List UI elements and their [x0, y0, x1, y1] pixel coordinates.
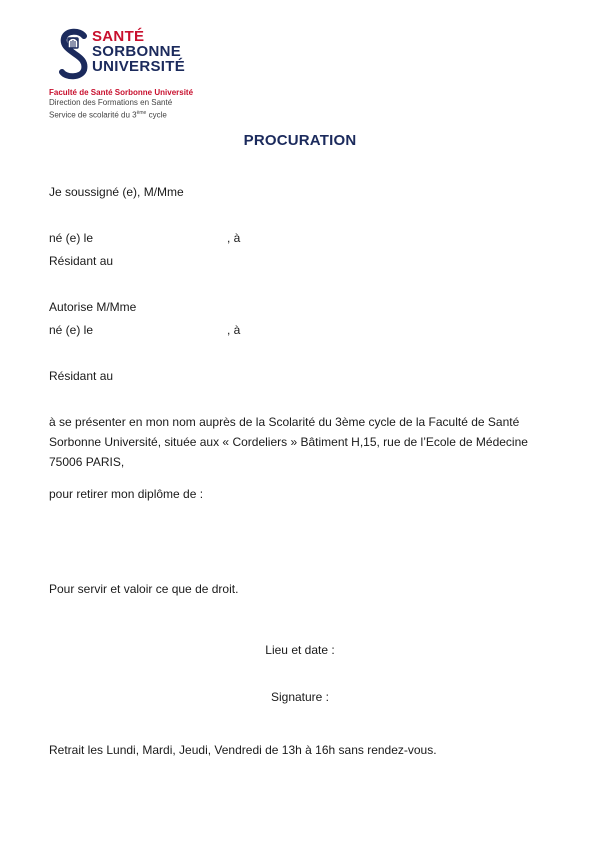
- birth-date-label-1: né (e) le: [49, 231, 94, 245]
- pickup-hours-line: Retrait les Lundi, Mardi, Jeudi, Vendredi de 13h à 16h sans rendez-vous.: [49, 743, 437, 757]
- logo-line-sante: SANTÉ: [92, 28, 145, 45]
- birth-place-label-2: , à: [227, 323, 241, 337]
- faculty-name: Faculté de Santé Sorbonne Université: [49, 88, 194, 97]
- service-name-sup: ème: [136, 110, 147, 116]
- soussigne-line: Je soussigné (e), M/Mme: [49, 185, 184, 199]
- organisation-block: [49, 88, 193, 121]
- residence-label-2: Résidant au: [49, 369, 114, 383]
- service-name: [49, 108, 193, 121]
- signature-label: Signature :: [270, 690, 330, 704]
- diploma-line: pour retirer mon diplôme de :: [49, 487, 204, 501]
- university-emblem-icon: [58, 28, 90, 80]
- residence-label-1: Résidant au: [49, 254, 114, 268]
- sante-sorbonne-logo: [58, 28, 198, 82]
- place-date-label: Lieu et date :: [265, 643, 335, 657]
- birth-date-label-2: né (e) le: [49, 323, 94, 337]
- closing-line: Pour servir et valoir ce que de droit.: [49, 582, 239, 596]
- birth-place-label-1: , à: [227, 231, 241, 245]
- direction-name: Direction des Formations en Santé: [49, 98, 173, 107]
- service-name-suffix: cycle: [146, 110, 167, 120]
- logo-line-universite: UNIVERSITÉ: [92, 58, 186, 75]
- autorise-line: Autorise M/Mme: [49, 300, 137, 314]
- document-title: PROCURATION: [243, 132, 357, 149]
- service-name-prefix: Service de scolarité du 3: [49, 110, 137, 120]
- logo-line-sorbonne: SORBONNE: [92, 43, 182, 60]
- authorization-paragraph: à se présenter en mon nom auprès de la Scolarité du 3ème cycle de la Faculté de Santé Sorbonne Université, située aux « Cordeliers » Bâtiment H,15, rue de l’Ecole de Médecine 75006 PARIS,: [49, 415, 528, 469]
